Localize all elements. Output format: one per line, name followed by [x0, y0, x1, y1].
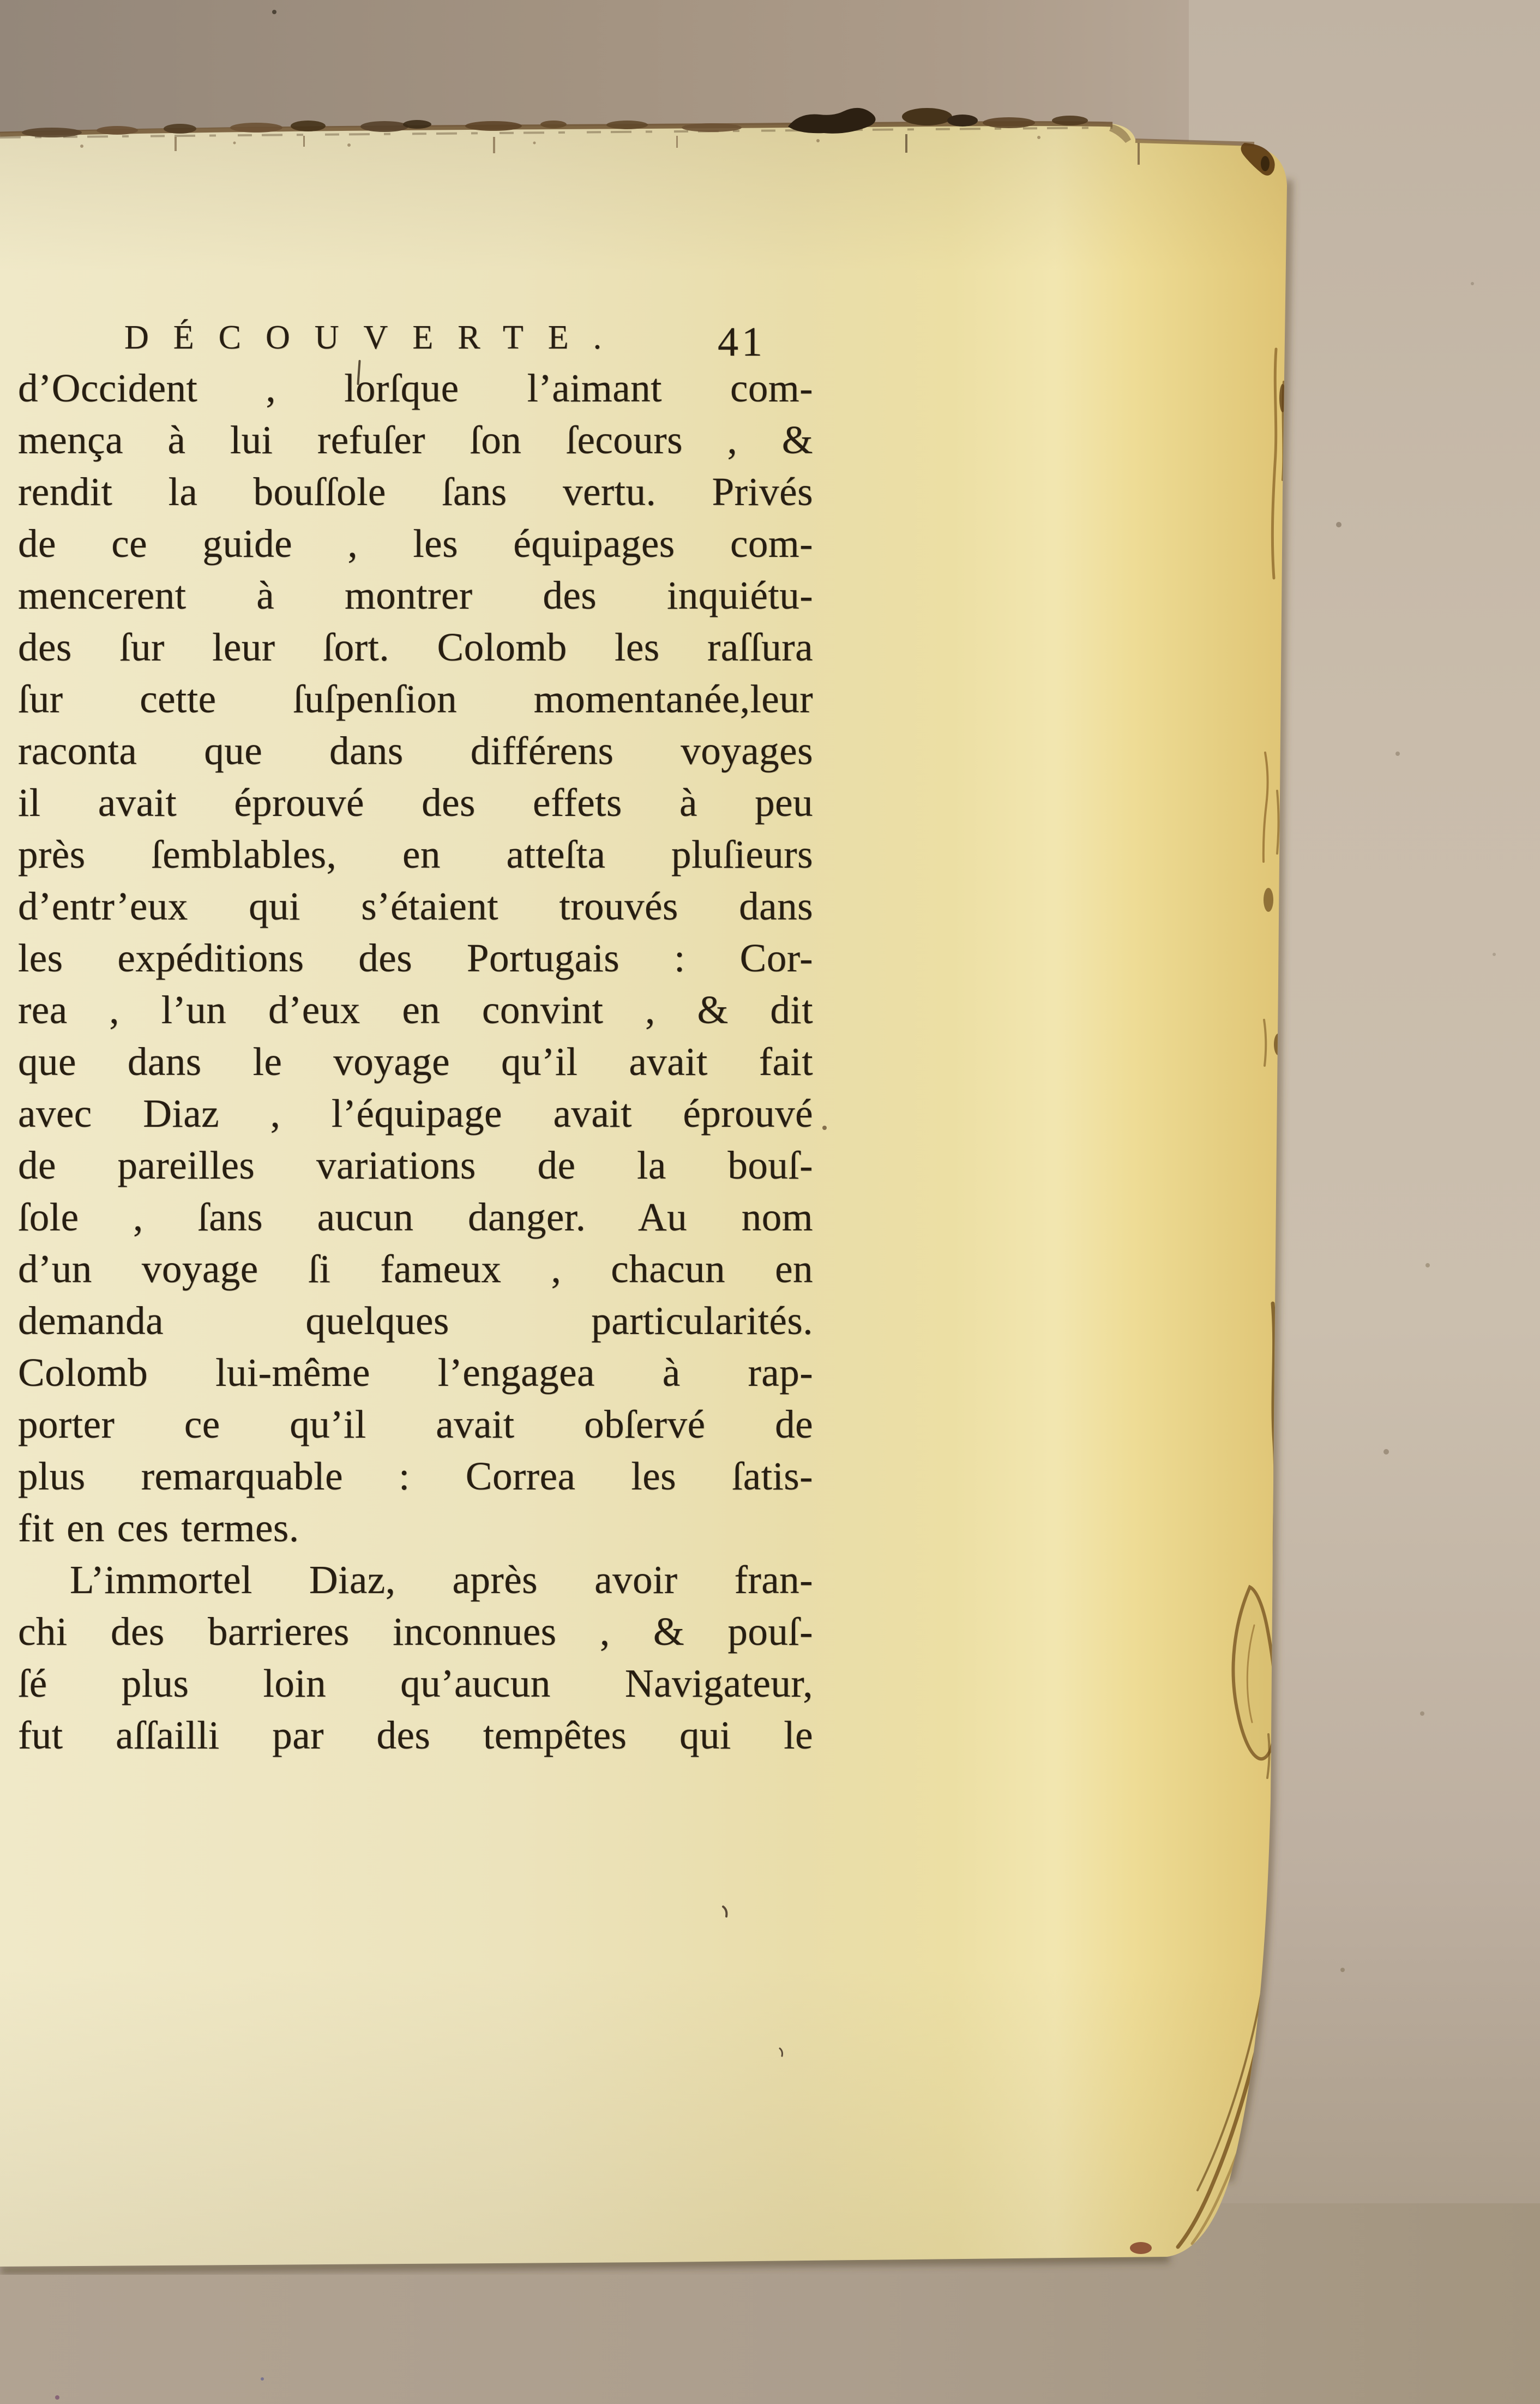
body-line: de ce guide , les équipages com- — [18, 521, 813, 566]
body-line: d’entr’eux qui s’étaient trouvés dans — [18, 884, 813, 928]
body-line: d’un voyage ſi fameux , chacun en — [18, 1247, 813, 1291]
page-number: 41 — [718, 319, 766, 365]
body-line: plus remarquable : Correa les ſatis- — [18, 1454, 813, 1498]
body-line: les expéditions des Portugais : Cor- — [18, 936, 813, 980]
body-line: Colomb lui-même l’engagea à rap- — [18, 1350, 813, 1395]
body-line: rea , l’un d’eux en convint , & dit — [18, 988, 813, 1032]
body-line: raconta que dans différens voyages — [18, 729, 813, 773]
body-line: de pareilles variations de la bouſ- — [18, 1143, 813, 1187]
body-line: d’Occident , lorſque l’aimant com- — [18, 366, 813, 410]
body-line: il avait éprouvé des effets à peu — [18, 780, 813, 825]
body-line: demanda quelques particularités. — [18, 1299, 813, 1343]
body-line: chi des barrieres inconnues , & pouſ- — [18, 1609, 813, 1654]
body-line: fit en ces termes. — [18, 1506, 299, 1550]
body-line: près ſemblables, en atteſta pluſieurs — [18, 832, 813, 876]
body-line: ſé plus loin qu’aucun Navigateur, — [18, 1661, 813, 1705]
body-line: mencerent à montrer des inquiétu- — [18, 573, 813, 617]
body-text — [18, 362, 813, 1761]
body-line: avec Diaz , l’équipage avait éprouvé — [18, 1091, 813, 1135]
body-line: ſur cette ſuſpenſion momentanée,leur — [18, 677, 813, 721]
body-line: fut aſſailli par des tempêtes qui le — [18, 1713, 813, 1757]
body-line: L’immortel Diaz, après avoir fran- — [70, 1558, 813, 1602]
body-line: rendit la bouſſole ſans vertu. Privés — [18, 470, 813, 514]
body-line: que dans le voyage qu’il avait fait — [18, 1039, 813, 1084]
body-line: porter ce qu’il avait obſervé de — [18, 1402, 813, 1446]
body-line: mença à lui refuſer ſon ſecours , & — [18, 418, 813, 462]
body-line: ſole , ſans aucun danger. Au nom — [18, 1195, 813, 1239]
body-line: des ſur leur ſort. Colomb les raſſura — [18, 625, 813, 669]
running-title: DÉCOUVERTE. — [124, 319, 627, 356]
